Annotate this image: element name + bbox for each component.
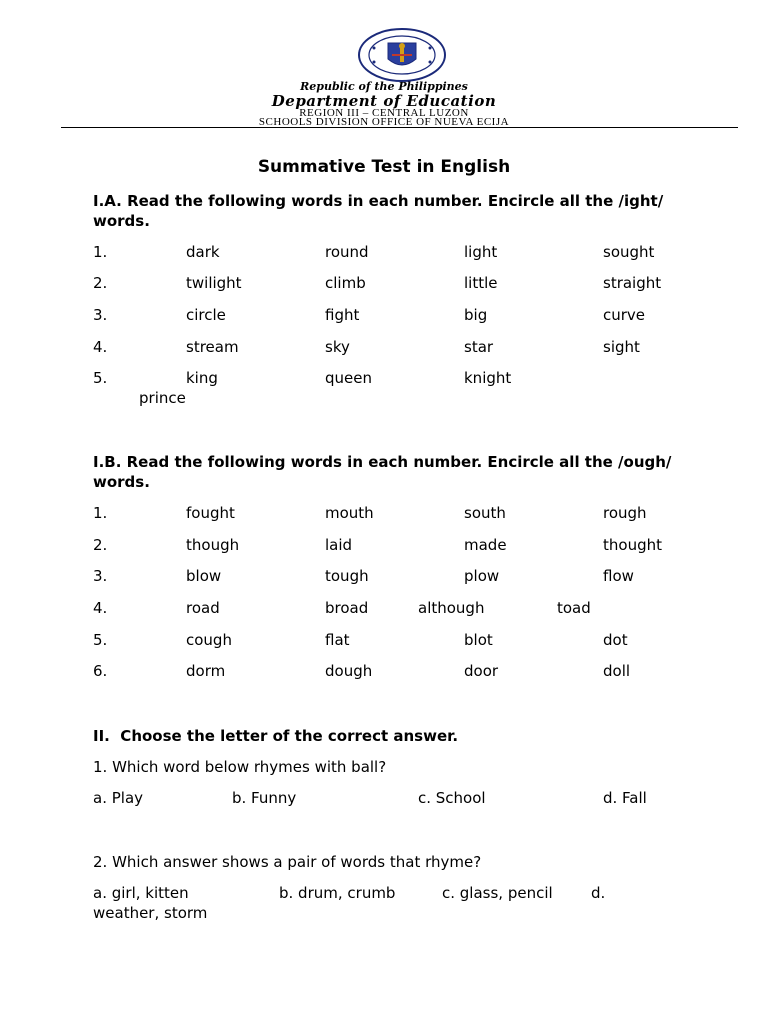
ib-row-4-word-3: although (418, 599, 485, 617)
ia-row-1-word-4: sought (603, 243, 655, 261)
question-2-option-a: a. girl, kitten (93, 884, 189, 902)
page-title: Summative Test in English (257, 157, 511, 177)
ib-row-2-word-2: laid (325, 536, 353, 554)
ib-row-5-word-2: flat (325, 631, 350, 649)
ib-row-1-word-1: fought (186, 504, 235, 522)
ia-row-2-word-1: twilight (186, 274, 242, 292)
ia-row-3-num: 3. (93, 306, 108, 324)
ia-row-2-word-4: straight (603, 274, 662, 292)
ib-row-6-word-3: door (464, 662, 499, 680)
question-1-option-b: b. Funny (232, 789, 297, 807)
question-1-option-d: d. Fall (603, 789, 647, 807)
ia-row-1-word-2: round (325, 243, 369, 261)
header-republic: Republic of the Philippines (300, 80, 468, 93)
ib-row-1-word-3: south (464, 504, 506, 522)
ib-row-5-word-4: dot (603, 631, 628, 649)
question-2-option-b: b. drum, crumb (279, 884, 396, 902)
ia-row-4-word-4: sight (603, 338, 640, 356)
question-2-option-c: c. glass, pencil (442, 884, 553, 902)
ia-row-1-num: 1. (93, 243, 108, 261)
ib-row-6-word-1: dorm (186, 662, 226, 680)
header-region: REGION III – CENTRAL LUZON (299, 107, 469, 119)
ia-row-4-num: 4. (93, 338, 108, 356)
ia-row-5-word-1: king (186, 369, 218, 387)
ib-row-2-word-1: though (186, 536, 240, 554)
ia-row-4-word-1: stream (186, 338, 239, 356)
ia-row-2-num: 2. (93, 274, 108, 292)
ib-row-5-word-3: blot (464, 631, 493, 649)
section-ia-instruction: I.A. Read the following words in each number. Encircle all the /ight/ words. (93, 192, 664, 230)
ib-row-4-word-4: toad (557, 599, 591, 617)
ib-row-3-num: 3. (93, 567, 108, 585)
ia-row-3-word-2: fight (325, 306, 360, 324)
ib-row-6-num: 6. (93, 662, 108, 680)
header-divider (61, 127, 738, 128)
ib-row-1-num: 1. (93, 504, 108, 522)
question-2-option-d-text: weather, storm (93, 904, 208, 922)
ib-row-3-word-2: tough (325, 567, 369, 585)
section-ii-instruction: II. Choose the letter of the correct answer. (93, 727, 459, 745)
ib-row-6-word-4: doll (603, 662, 631, 680)
ib-row-3-word-4: flow (603, 567, 634, 585)
ia-row-5-word-4: prince (139, 389, 186, 407)
ib-row-1-word-4: rough (603, 504, 647, 522)
ib-row-4-num: 4. (93, 599, 108, 617)
ia-row-2-word-3: little (464, 274, 498, 292)
ia-row-3-word-4: curve (603, 306, 646, 324)
question-2-text: 2. Which answer shows a pair of words that rhyme? (93, 853, 482, 871)
ia-row-3-word-3: big (464, 306, 488, 324)
ia-row-3-word-1: circle (186, 306, 226, 324)
ia-row-5-word-3: knight (464, 369, 512, 387)
deped-seal-logo (357, 28, 447, 82)
ib-row-1-word-2: mouth (325, 504, 374, 522)
ib-row-4-word-1: road (186, 599, 220, 617)
section-ib-instruction: I.B. Read the following words in each number. Encircle all the /ough/ words. (93, 453, 672, 491)
header-division: SCHOOLS DIVISION OFFICE OF NUEVA ECIJA (258, 116, 510, 128)
ia-row-1-word-3: light (464, 243, 498, 261)
ia-row-1-word-1: dark (186, 243, 220, 261)
ib-row-4-word-2: broad (325, 599, 369, 617)
ib-row-3-word-3: plow (464, 567, 500, 585)
question-1-option-c: c. School (418, 789, 486, 807)
ia-row-4-word-3: star (464, 338, 494, 356)
question-2-option-d: d. (591, 884, 606, 902)
ia-row-5-num: 5. (93, 369, 108, 387)
ib-row-3-word-1: blow (186, 567, 222, 585)
ia-row-2-word-2: climb (325, 274, 366, 292)
header-department: Department of Education (271, 92, 497, 110)
ib-row-2-word-4: thought (603, 536, 662, 554)
ib-row-5-num: 5. (93, 631, 108, 649)
ib-row-2-num: 2. (93, 536, 108, 554)
ia-row-4-word-2: sky (325, 338, 350, 356)
question-1-option-a: a. Play (93, 789, 144, 807)
ib-row-6-word-2: dough (325, 662, 373, 680)
ib-row-5-word-1: cough (186, 631, 232, 649)
ia-row-5-word-2: queen (325, 369, 372, 387)
ib-row-2-word-3: made (464, 536, 507, 554)
question-1-text: 1. Which word below rhymes with ball? (93, 758, 387, 776)
